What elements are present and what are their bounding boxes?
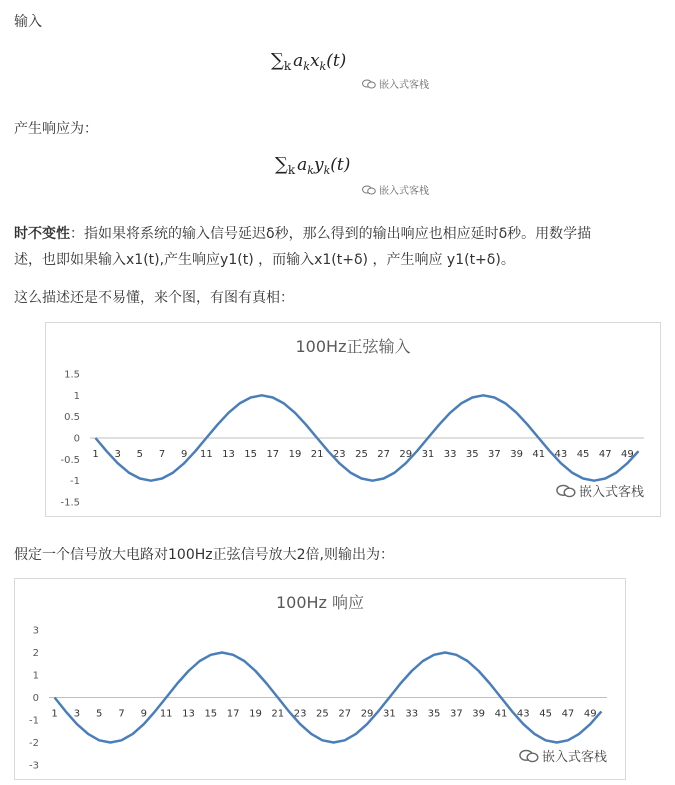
signal-arg: (t) <box>326 51 347 71</box>
y-tick-label: 0 <box>73 433 80 445</box>
sum-index: k <box>287 163 296 177</box>
y-tick-label: -1.5 <box>60 497 80 509</box>
x-tick-label: 29 <box>360 708 374 720</box>
coefficient: a <box>297 155 308 175</box>
x-tick-label: 47 <box>561 708 575 720</box>
watermark <box>556 481 644 500</box>
caption-input-chart: 这么描述还是不易懂，来个图，有图有真相： <box>14 290 294 306</box>
x-tick-label: 11 <box>159 708 173 720</box>
x-tick-label: 9 <box>180 449 188 460</box>
wechat-icon <box>556 484 576 498</box>
x-tick-label: 39 <box>472 708 486 720</box>
input-chart-frame <box>45 322 661 517</box>
formula-input-sum <box>271 50 346 73</box>
x-tick-label: 29 <box>399 449 413 460</box>
tiv-line-1 <box>14 223 591 243</box>
x-tick-label: 31 <box>383 708 396 720</box>
tiv-term: 时不变性 <box>14 226 70 242</box>
x-tick-label: 31 <box>421 449 435 460</box>
y-tick-label: 1 <box>73 390 80 402</box>
y-tick-label: -1 <box>70 476 80 488</box>
watermark-text: 嵌入式客栈 <box>379 80 429 91</box>
x-tick-label: 7 <box>158 449 166 460</box>
x-tick-label: 33 <box>405 708 419 720</box>
wechat-icon <box>519 749 539 763</box>
x-tick-label: 35 <box>465 449 479 460</box>
x-tick-label: 15 <box>204 708 218 720</box>
signal-arg: (t) <box>330 155 351 175</box>
x-tick-label: 9 <box>140 708 148 720</box>
x-tick-label: 21 <box>310 449 324 460</box>
x-tick-label: 45 <box>576 449 590 460</box>
x-tick-label: 25 <box>316 708 329 720</box>
x-tick-label: 13 <box>222 449 235 460</box>
signal-var: x <box>309 51 320 71</box>
signal-index: k <box>323 164 331 177</box>
x-tick-label: 41 <box>532 449 546 460</box>
signal-index: k <box>319 60 327 73</box>
sum-symbol: ∑ <box>275 154 288 175</box>
y-tick-label: -0.5 <box>60 454 80 466</box>
x-tick-label: 13 <box>182 708 195 720</box>
coefficient: a <box>293 51 304 71</box>
x-tick-label: 49 <box>583 708 597 720</box>
x-tick-label: 41 <box>494 708 508 720</box>
x-tick-label: 47 <box>598 449 612 460</box>
wechat-icon <box>362 79 376 89</box>
y-tick-label: -1 <box>29 715 39 727</box>
x-tick-label: 49 <box>621 449 634 460</box>
x-tick-label: 27 <box>338 708 352 720</box>
x-tick-label: 43 <box>516 708 530 720</box>
x-tick-label: 19 <box>288 449 302 460</box>
x-tick-label: 39 <box>510 449 523 460</box>
x-tick-label: 17 <box>226 708 240 720</box>
coefficient-index: k <box>307 164 314 177</box>
x-tick-label: 25 <box>355 449 368 460</box>
y-tick-label: 0 <box>32 693 39 704</box>
x-tick-label: 15 <box>244 449 258 460</box>
x-tick-label: 27 <box>377 449 390 460</box>
x-tick-label: 17 <box>266 449 280 460</box>
x-tick-label: 1 <box>92 449 99 460</box>
x-tick-label: 45 <box>539 708 552 720</box>
coefficient-index: k <box>303 60 310 73</box>
x-tick-label: 23 <box>293 708 307 720</box>
x-tick-label: 35 <box>427 708 441 720</box>
x-tick-label: 7 <box>118 708 125 720</box>
response-chart-frame <box>14 578 626 780</box>
x-tick-label: 23 <box>332 449 346 460</box>
y-tick-label: 1.5 <box>64 369 80 381</box>
watermark <box>362 76 429 91</box>
x-tick-label: 33 <box>443 449 457 460</box>
x-tick-label: 37 <box>449 708 463 720</box>
y-tick-label: 2 <box>32 648 39 659</box>
y-tick-label: -3 <box>29 760 39 772</box>
caption-response-chart: 假定一个信号放大电路对100Hz正弦信号放大2倍,则输出为： <box>14 547 394 563</box>
x-tick-label: 3 <box>73 708 81 720</box>
wechat-icon <box>362 185 376 195</box>
response-label: 产生响应为： <box>14 121 98 137</box>
y-tick-label: 0.5 <box>64 412 80 424</box>
intro-label: 输入 <box>14 14 42 30</box>
x-tick-label: 11 <box>199 449 213 460</box>
y-tick-label: -2 <box>29 738 39 749</box>
watermark-text: 嵌入式客栈 <box>578 485 644 500</box>
x-tick-label: 5 <box>96 708 103 720</box>
x-tick-label: 21 <box>271 708 285 720</box>
tiv-text-1: ：指如果将系统的输入信号延迟δ秒，那么得到的输出响应也相应延时δ秒。用数学描 <box>70 226 592 242</box>
x-tick-label: 3 <box>114 449 121 460</box>
watermark-text: 嵌入式客栈 <box>541 750 607 765</box>
formula-response-sum <box>275 154 350 177</box>
chart-title: 100Hz正弦输入 <box>295 337 411 356</box>
chart-title: 100Hz 响应 <box>275 593 365 612</box>
y-tick-label: 3 <box>32 625 39 637</box>
x-tick-label: 19 <box>249 708 262 720</box>
watermark-text: 嵌入式客栈 <box>379 186 429 197</box>
sum-symbol: ∑ <box>271 50 284 71</box>
y-tick-label: 1 <box>32 670 39 682</box>
x-tick-label: 37 <box>488 449 501 460</box>
x-tick-label: 43 <box>554 449 568 460</box>
tiv-line-2: 述，也即如果输入x1(t),产生响应y1(t) ，而输入x1(t+δ) ，产生响应 y1(t+δ)。 <box>14 252 515 268</box>
watermark <box>362 182 429 197</box>
watermark <box>519 746 607 765</box>
x-tick-label: 5 <box>136 449 144 460</box>
sum-index: k <box>283 59 292 73</box>
x-tick-label: 1 <box>51 708 58 720</box>
signal-var: y <box>313 155 324 175</box>
